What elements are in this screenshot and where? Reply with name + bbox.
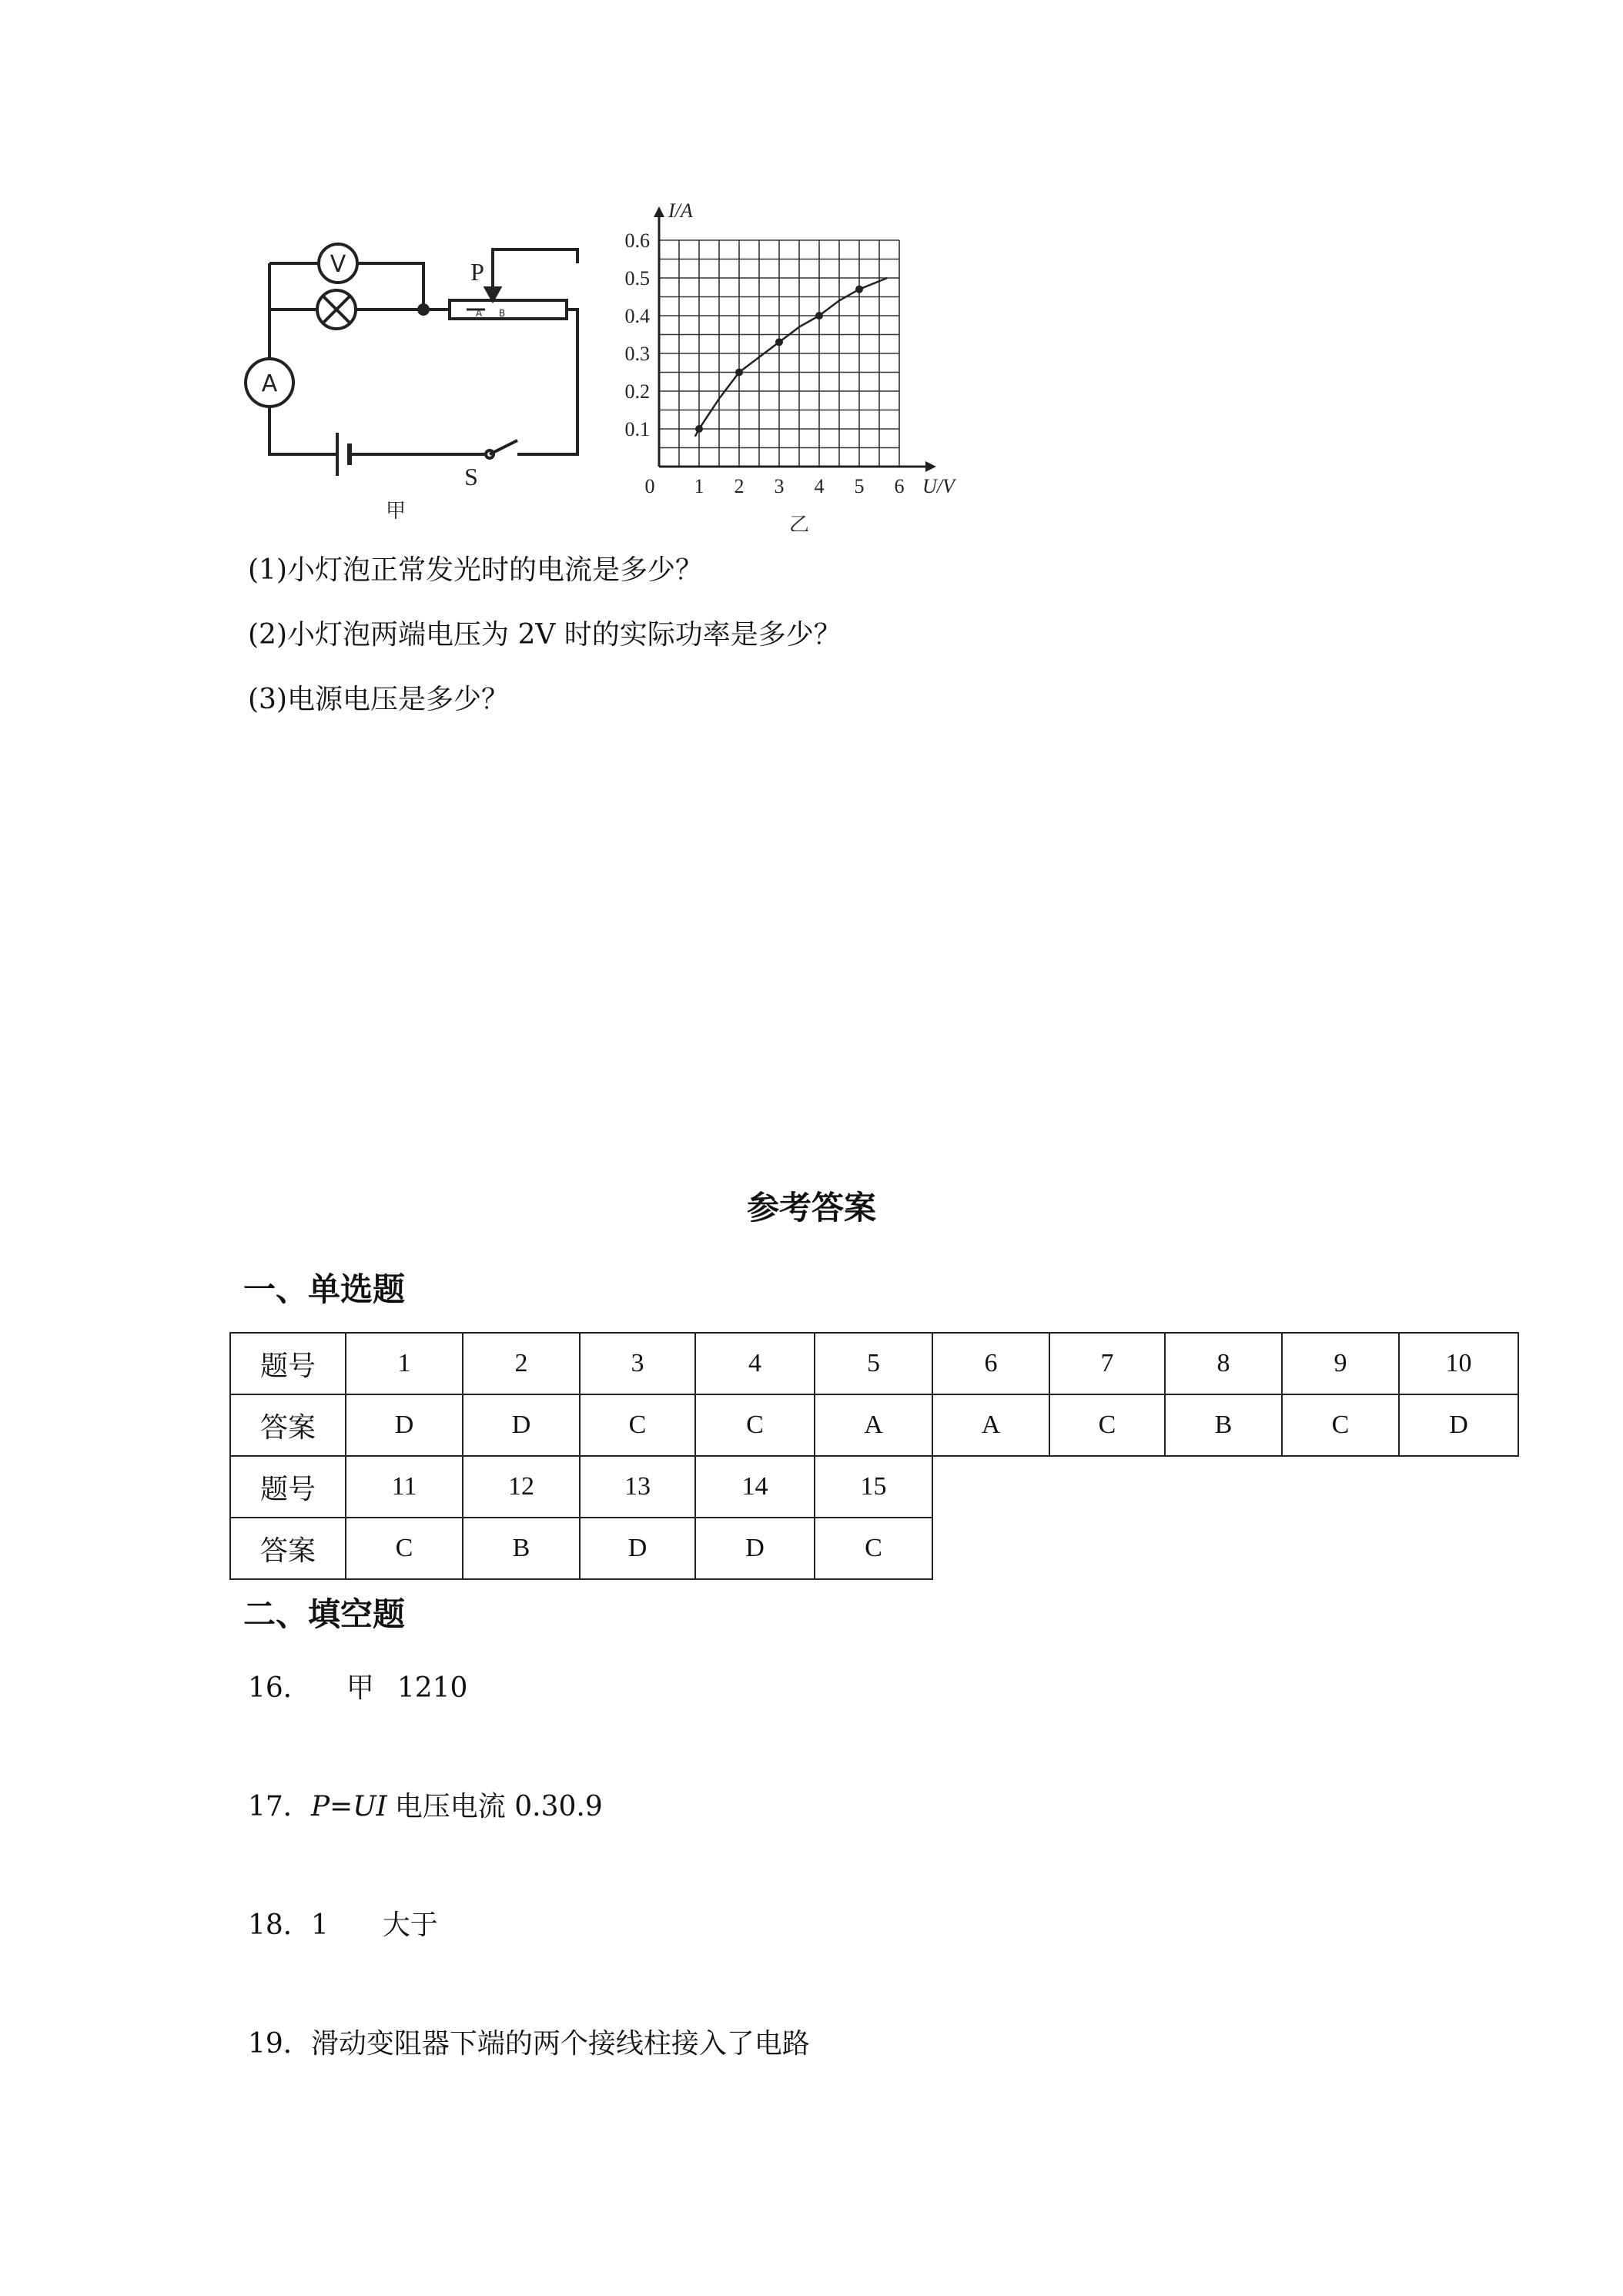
x-tick-label: 5 (854, 475, 865, 497)
terminal-a-label: A (475, 308, 483, 319)
table-row (230, 1518, 1518, 1579)
switch-label: S (464, 463, 478, 490)
question-number-cell: 4 (695, 1333, 815, 1394)
answer-table (229, 1332, 1519, 1580)
question-number-cell: 11 (346, 1456, 463, 1518)
section-single-choice: 一、单选题 (243, 1270, 406, 1308)
question-number-cell: 12 (463, 1456, 580, 1518)
answer-16-number: 16． (248, 1672, 311, 1704)
answer-cell: C (346, 1518, 463, 1579)
answer-18-number: 18． (248, 1909, 311, 1941)
answer-19-text: 滑动变阻器下端的两个接线柱接入了电路 (310, 2028, 810, 2060)
table-row (230, 1333, 1518, 1394)
question-1: (1)小灯泡正常发光时的电流是多少？ (248, 554, 703, 586)
question-3: (3)电源电压是多少？ (248, 684, 509, 715)
answer-cell: D (346, 1394, 463, 1456)
answer-18 (248, 1903, 438, 1943)
question-number-cell: 1 (346, 1333, 463, 1394)
answer-17-formula-ui: UI (353, 1791, 387, 1822)
answer-17-words: 电压电流 (394, 1791, 506, 1822)
table-empty-area (932, 1518, 1518, 1579)
y-axis-arrow (654, 206, 664, 217)
x-tick-label: 1 (694, 475, 704, 497)
answer-cell: C (815, 1518, 932, 1579)
answer-cell: D (463, 1394, 580, 1456)
question-number-cell: 15 (815, 1456, 932, 1518)
iu-curve (695, 278, 888, 437)
answer-17-values: 0.30.9 (505, 1791, 603, 1822)
answer-cell: C (695, 1394, 815, 1456)
y-axis-label: I/A (668, 199, 693, 222)
question-number-cell: 7 (1049, 1333, 1165, 1394)
question-number-cell: 8 (1165, 1333, 1282, 1394)
slider-label: P (470, 258, 484, 286)
table-header-cell: 题号 (230, 1456, 346, 1518)
question-number-cell: 14 (695, 1456, 815, 1518)
question-number-cell: 3 (580, 1333, 695, 1394)
answer-19-number: 19． (248, 2028, 311, 2060)
y-tick-label: 0.5 (624, 267, 650, 290)
iu-graph (625, 199, 958, 531)
answer-cell: B (1165, 1394, 1282, 1456)
x-tick-label: 6 (894, 475, 905, 497)
answer-cell: A (815, 1394, 932, 1456)
answer-cell: C (1049, 1394, 1165, 1456)
answer-cell: C (1282, 1394, 1399, 1456)
lamp-symbol (317, 290, 356, 329)
answer-17-number: 17． (248, 1791, 311, 1822)
data-point (815, 312, 823, 320)
answer-17-formula-eq: = (330, 1791, 353, 1822)
y-tick-label: 0.2 (624, 380, 650, 403)
y-tick-label: 0.4 (624, 305, 650, 327)
question-number-cell: 6 (932, 1333, 1049, 1394)
answer-cell: C (580, 1394, 695, 1456)
answer-18-part2: 大于 (382, 1909, 438, 1941)
y-tick-label: 0.1 (624, 418, 650, 440)
problem-figure (231, 192, 986, 531)
answer-16-part1: 甲 (346, 1672, 374, 1704)
answer-16 (248, 1666, 467, 1705)
y-tick-label: 0.3 (624, 343, 650, 365)
question-number-cell: 9 (1282, 1333, 1399, 1394)
y-tick-label: 0.6 (624, 229, 650, 252)
answer-17-formula-p: P (310, 1791, 330, 1822)
voltmeter-label: V (330, 251, 346, 278)
graph-caption: 乙 (788, 514, 810, 531)
question-number-cell: 13 (580, 1456, 695, 1518)
question-number-cell: 10 (1399, 1333, 1518, 1394)
question-number-cell: 5 (815, 1333, 932, 1394)
switch-blade (490, 440, 517, 454)
x-tick-label: 3 (774, 475, 785, 497)
data-point (695, 425, 703, 433)
x-axis-arrow (925, 461, 936, 472)
x-axis-label: U/V (922, 475, 955, 497)
section-fill-in: 二、填空题 (243, 1595, 406, 1633)
slider-arrow (486, 288, 500, 300)
answer-19 (248, 2022, 810, 2061)
question-2: (2)小灯泡两端电压为 2V 时的实际功率是多少？ (248, 619, 842, 651)
answer-cell: A (932, 1394, 1049, 1456)
answer-18-part1: 1 (310, 1909, 329, 1941)
ammeter-label: A (261, 370, 278, 397)
answer-cell: D (1399, 1394, 1518, 1456)
answer-17 (248, 1785, 603, 1824)
answer-cell: D (580, 1518, 695, 1579)
answer-cell: D (695, 1518, 815, 1579)
table-row (230, 1456, 1518, 1518)
table-empty-area (932, 1456, 1518, 1518)
data-point (775, 338, 783, 346)
answer-cell: B (463, 1518, 580, 1579)
question-number-cell: 2 (463, 1333, 580, 1394)
table-row (230, 1394, 1518, 1456)
junction-dot (419, 305, 428, 314)
x-tick-label: 2 (734, 475, 745, 497)
table-header-cell: 答案 (230, 1394, 346, 1456)
data-point (855, 286, 863, 293)
answer-title: 参考答案 (746, 1189, 876, 1227)
terminal-b-label: B (498, 308, 506, 319)
origin-label: 0 (644, 475, 655, 497)
data-point (735, 369, 743, 377)
answer-16-part2: 1210 (397, 1672, 468, 1704)
table-header-cell: 答案 (230, 1518, 346, 1579)
circuit-diagram (246, 244, 577, 476)
x-tick-label: 4 (814, 475, 825, 497)
circuit-caption: 甲 (385, 500, 407, 523)
table-header-cell: 题号 (230, 1333, 346, 1394)
